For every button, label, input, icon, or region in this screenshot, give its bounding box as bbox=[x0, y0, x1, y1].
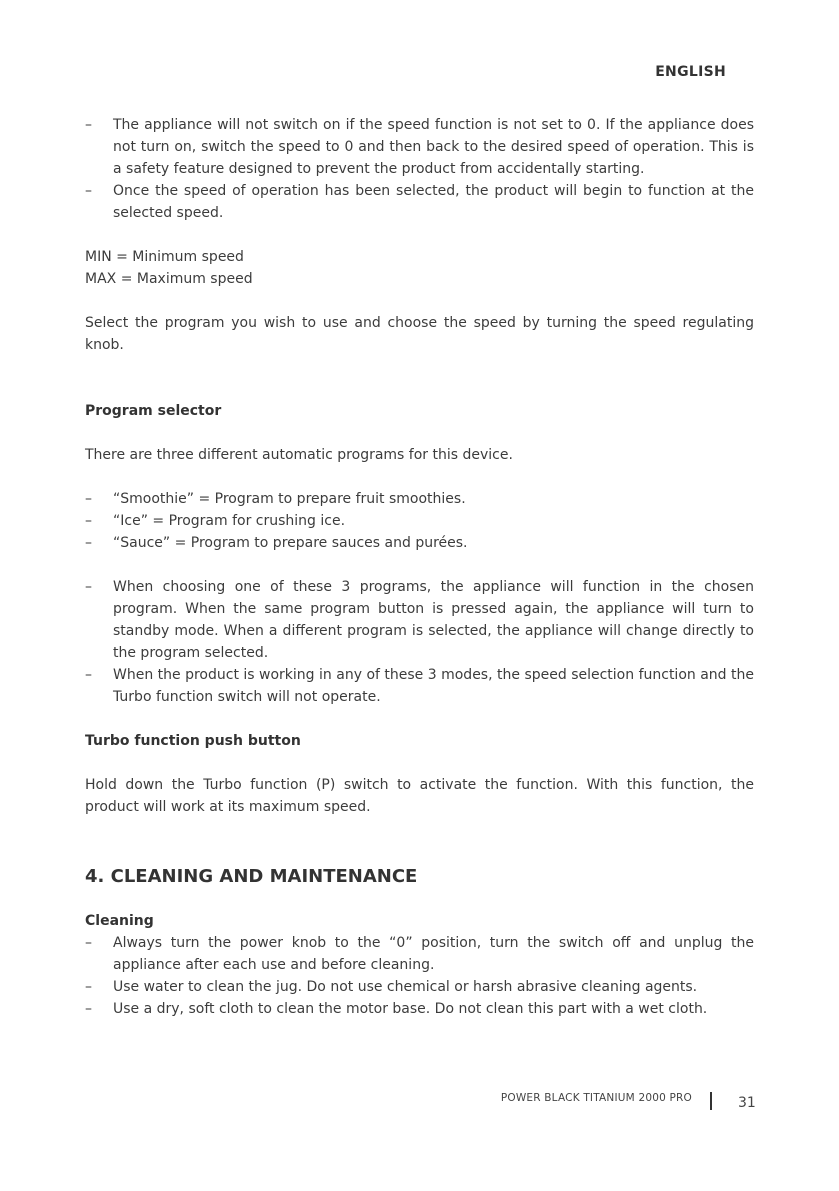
list-item: – When the product is working in any of these 3 modes, the speed selection function and the Turbo function switch will not operate. bbox=[85, 664, 754, 708]
cleaning-bullet-list bbox=[85, 932, 754, 1020]
turbo-text: Hold down the Turbo function (P) switch to activate the function. With this function, the product will work at its maximum speed. bbox=[85, 777, 754, 815]
list-item: – Once the speed of operation has been selected, the product will begin to function at the selected speed. bbox=[85, 180, 754, 224]
page-content bbox=[85, 114, 754, 1020]
footer-product-name: POWER BLACK TITANIUM 2000 PRO bbox=[500, 1092, 692, 1104]
list-item: – “Ice” = Program for crushing ice. bbox=[85, 510, 754, 532]
list-item: – “Sauce” = Program to prepare sauces and purées. bbox=[85, 532, 754, 554]
list-item: – Use water to clean the jug. Do not use chemical or harsh abrasive cleaning agents. bbox=[85, 976, 754, 998]
cleaning-subheading: Cleaning bbox=[85, 913, 154, 929]
intro-bullet-list bbox=[85, 114, 754, 224]
list-item: – “Smoothie” = Program to prepare fruit smoothies. bbox=[85, 488, 754, 510]
list-item: – Use a dry, soft cloth to clean the motor base. Do not clean this part with a wet cloth. bbox=[85, 998, 754, 1020]
footer-divider bbox=[710, 1092, 712, 1110]
cleaning-section-title: 4. CLEANING AND MAINTENANCE bbox=[85, 866, 418, 887]
program-notes-list bbox=[85, 576, 754, 708]
program-selector-heading: Program selector bbox=[85, 403, 222, 419]
select-program-text: Select the program you wish to use and choose the speed by turning the speed regulating knob. bbox=[85, 315, 754, 353]
program-selector-intro: There are three different automatic programs for this device. bbox=[85, 447, 513, 463]
list-item: – The appliance will not switch on if the speed function is not set to 0. If the appliance does not turn on, switch the speed to 0 and then back to the desired speed of operation. This is a safety feature designed to prevent the product from accidentally starting. bbox=[85, 114, 754, 180]
page-number: 31 bbox=[738, 1095, 756, 1111]
language-label: ENGLISH bbox=[655, 64, 726, 80]
turbo-heading: Turbo function push button bbox=[85, 733, 301, 749]
list-item: – Always turn the power knob to the “0” position, turn the switch off and unplug the appliance after each use and before cleaning. bbox=[85, 932, 754, 976]
speed-max-legend: MAX = Maximum speed bbox=[85, 271, 253, 287]
list-item: – When choosing one of these 3 programs, the appliance will function in the chosen program. When the same program button is pressed again, the appliance will turn to standby mode. When a different program is selected, the appliance will change directly to the program selected. bbox=[85, 576, 754, 664]
speed-min-legend: MIN = Minimum speed bbox=[85, 249, 244, 265]
program-list bbox=[85, 488, 754, 554]
